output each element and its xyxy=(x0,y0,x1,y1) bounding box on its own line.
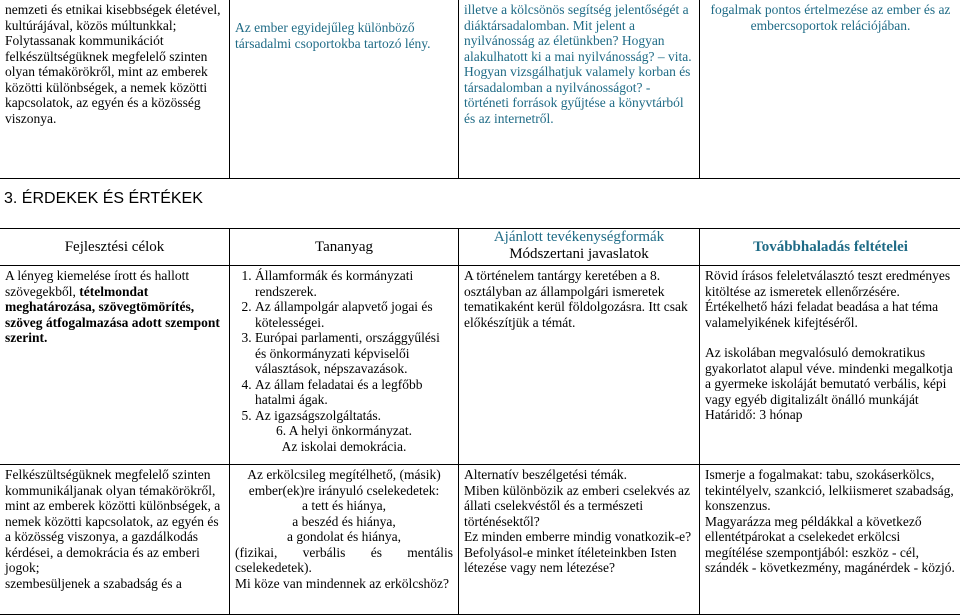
row2-content-l5a: (fizikai, xyxy=(235,545,277,561)
row2-content-l2: a tett és hiánya, xyxy=(235,498,453,514)
header-goals xyxy=(0,229,230,266)
row1-content xyxy=(230,266,459,465)
list-item: 4. Az állam feladatai és a legfőbb hatalmi ágak. xyxy=(255,377,453,408)
row2-content-l4: a gondolat és hiánya, xyxy=(235,529,453,545)
header-content-label: Tananyag xyxy=(315,239,373,255)
row1-activities xyxy=(459,266,700,465)
row2-activities-p2: Miben különbözik az emberi cselekvés az állati cselekvéstől és a természeti történésektől? xyxy=(464,483,694,530)
row2-content xyxy=(230,465,459,615)
header-content xyxy=(230,229,459,266)
header-conditions-label: Továbbhaladás feltételei xyxy=(753,239,908,255)
top-col-goals xyxy=(0,0,230,179)
header-activities-line1: Ajánlott tevékenységformák xyxy=(464,229,694,246)
list-item: 3. Európai parlamenti, országgyűlési és önkormányzati képviselői választások, népszavazások. xyxy=(255,330,453,377)
row1-goals xyxy=(0,266,230,465)
top-content-text: Az ember egyidejűleg különböző társadalmi csoportokba tartozó lény. xyxy=(235,20,431,51)
header-goals-label: Fejlesztési célok xyxy=(65,239,165,255)
row1-conditions-p2: Értékelhető házi feladat beadása a hat téma valamelyikének kifejtéséről. xyxy=(705,299,956,330)
row2-content-l6: cselekedetek). xyxy=(235,560,453,576)
row2-activities xyxy=(459,465,700,615)
header-row xyxy=(0,229,960,266)
top-table xyxy=(0,0,960,179)
top-col-conditions xyxy=(700,0,960,179)
header-conditions xyxy=(700,229,960,266)
row2-conditions-p2: Magyarázza meg példákkal a következő ellentétpárokat a cselekedet erkölcsi megítélése szempontjából: eszköz - cél, szándék - következmény, magánérdek - közjó. xyxy=(705,514,956,576)
row1-conditions-p3: Az iskolában megvalósuló demokratikus gyakorlatot alapul véve. mindenki megalkotja a gyermeke iskoláját bemutató verbális, képi vagy egyéb digitalizált önálló munkáját Határidő: 3 hónap xyxy=(705,345,956,423)
main-table xyxy=(0,228,960,615)
row1-conditions-p1: Rövid írásos feleletválasztó teszt eredményes kitöltése az ismeretek ellenőrzésére. xyxy=(705,268,956,299)
list-item: 1. Államformák és kormányzati rendszerek. xyxy=(255,268,453,299)
top-activities-text: illetve a kölcsönös segítség jelentőségét a diáktársadalomban. Mit jelent a nyilvánosság az életünkben? Hogyan alakulhatott ki a mai nyilvánosság? – vita. Hogyan vizsgálhatjuk valamely korban és társadalomban a nyilvánosságot? - történeti források gyűjtése a könyvtárból és az internetről. xyxy=(464,2,692,126)
row2-content-l5d: mentális xyxy=(407,545,453,561)
row-2 xyxy=(0,465,960,615)
row2-goals-text: Felkészültségüknek megfelelő szinten kommunikáljanak olyan témakörökről, mint az emberek közötti különbségek, a nemek közötti kapcsolatok, az egyén és a közösség viszonya, a gazdálkodás kérdései, a demokrácia és az emberi jogok; xyxy=(5,467,224,576)
row2-goals-last: szembesüljenek a szabadság és a xyxy=(5,576,224,592)
top-goals-text: nemzeti és etnikai kisebbségek életével, kultúrájával, közös múltunkkal; Folytassanak kommunikációt felkészültségüknek megfelelő szinten olyan témakörökről, mint az emberek közötti különbségek, a nemek közötti kapcsolatok, az egyén és a közösség viszonya. xyxy=(5,2,221,126)
row1-goals-bold: tételmondat meghatározása, szövegtömörítés, szöveg átfogalmazása adott szempont szerint. xyxy=(5,284,220,346)
row2-activities-p3: Ez minden emberre mindig vonatkozik-e? xyxy=(464,529,694,545)
row1-content-item6: 6. A helyi önkormányzat. xyxy=(235,423,453,439)
row2-conditions xyxy=(700,465,960,615)
row1-activities-text: A történelem tantárgy keretében a 8. osztályban az állampolgári ismeretek tematikaként kerül földolgozásra. Itt csak előkészítjük a témát. xyxy=(464,268,688,330)
row1-content-extra: Az iskolai demokrácia. xyxy=(235,439,453,455)
row2-content-l5 xyxy=(235,545,453,561)
row2-activities-p4: Befolyásol-e minket ítéleteinkben Isten létezése vagy nem létezése? xyxy=(464,545,694,576)
row2-content-l7: Mi köze van mindennek az erkölcshöz? xyxy=(235,576,453,592)
row2-goals xyxy=(0,465,230,615)
header-activities-line2: Módszertani javaslatok xyxy=(464,246,694,263)
top-col-activities xyxy=(459,0,700,179)
row2-content-l3: a beszéd és hiánya, xyxy=(235,514,453,530)
row1-conditions xyxy=(700,266,960,465)
row2-content-l1: Az erkölcsileg megítélhető, (másik) ember(ek)re irányuló cselekedetek: xyxy=(235,467,453,498)
row2-conditions-p1: Ismerje a fogalmakat: tabu, szokáserkölcs, tekintélyelv, szankció, lelkiismeret szabadság, konszenzus. xyxy=(705,467,956,514)
section-title: 3. ÉRDEKEK ÉS ÉRTÉKEK xyxy=(4,189,203,209)
top-col-content xyxy=(230,0,459,179)
row-1 xyxy=(0,266,960,465)
list-item: 2. Az állampolgár alapvető jogai és kötelességei. xyxy=(255,299,453,330)
row1-goals-plain: A lényeg kiemelése írott és hallott szövegekből, xyxy=(5,268,189,299)
row2-content-l5b: verbális xyxy=(303,545,346,561)
list-item: 5. Az igazságszolgáltatás. xyxy=(255,408,453,424)
header-activities xyxy=(459,229,700,266)
row1-content-list xyxy=(235,268,453,423)
top-conditions-text: fogalmak pontos értelmezése az ember és az embercsoportok relációjában. xyxy=(711,2,951,33)
row2-activities-p1: Alternatív beszélgetési témák. xyxy=(464,467,694,483)
row2-content-l5c: és xyxy=(371,545,382,561)
